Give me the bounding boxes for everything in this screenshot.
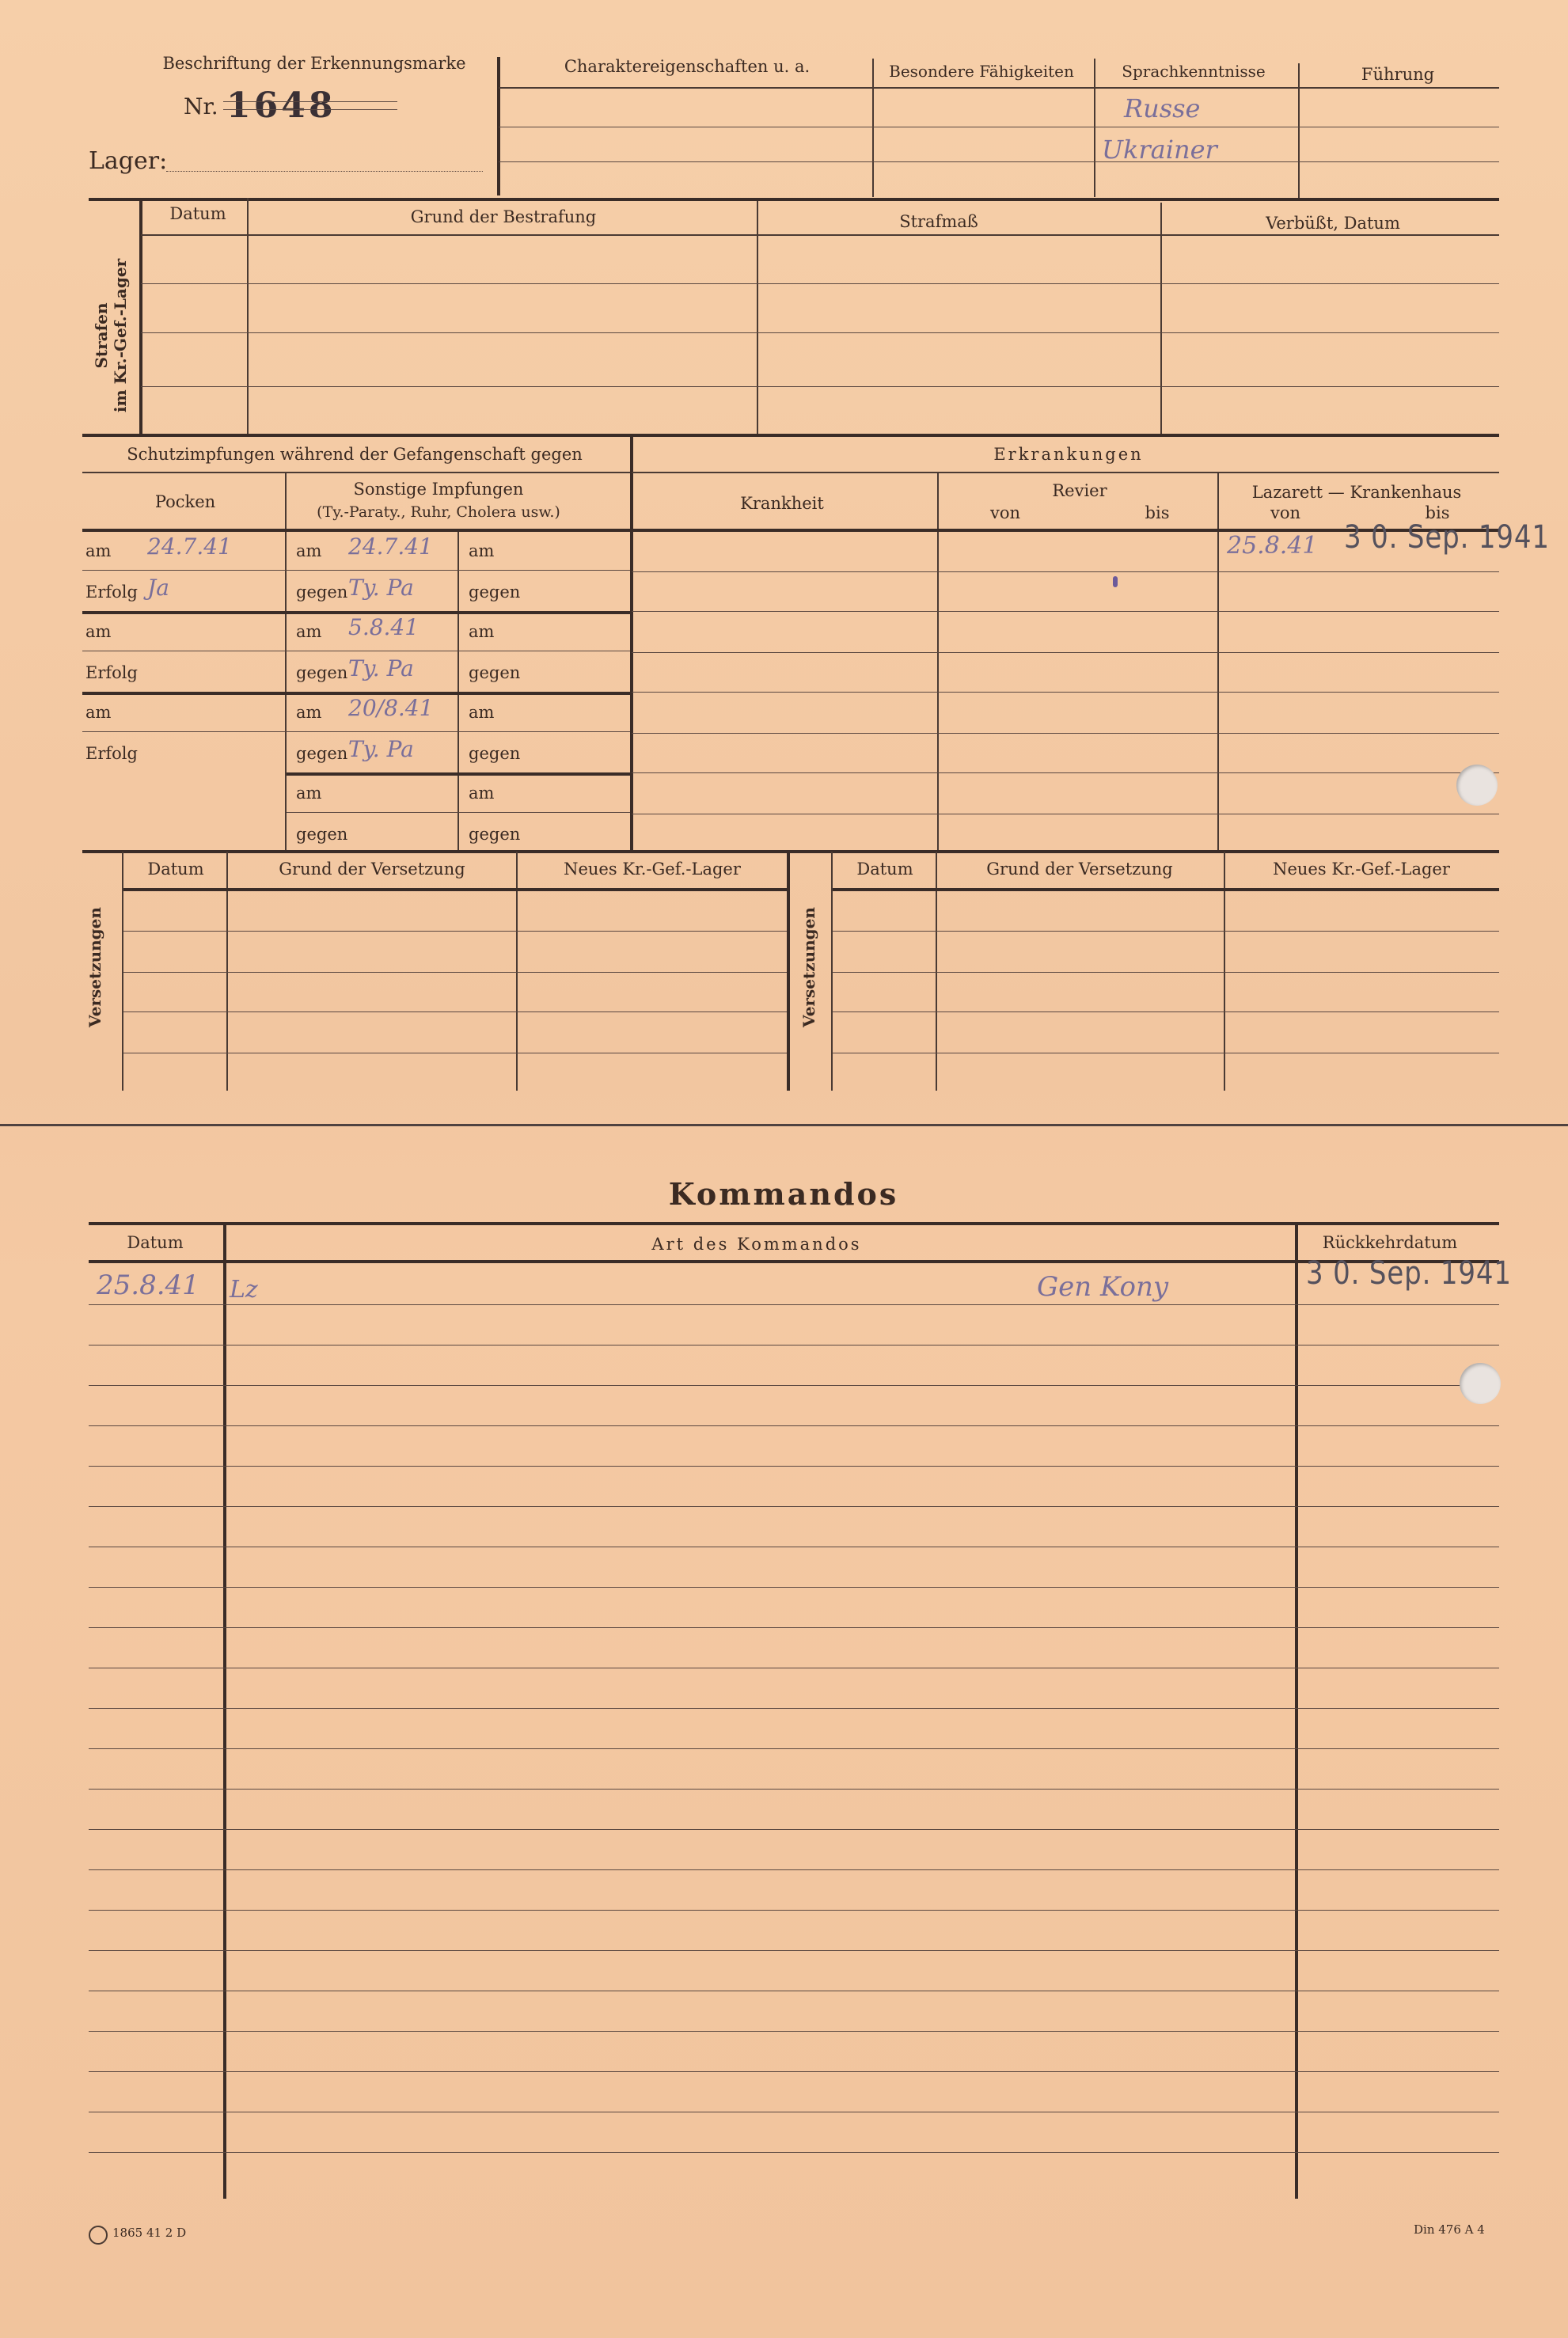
header-row-line [499, 161, 1499, 162]
revier-von: von [989, 503, 1021, 522]
vacc-mid-value: Ty. Pa [348, 575, 414, 601]
vacc-right-label: am [469, 541, 495, 560]
transfer-col-camp: Neues Kr.-Gef.-Lager [564, 860, 741, 879]
transfers-top-line [82, 850, 1499, 853]
rule-line [632, 611, 1499, 612]
header-bottom-line [89, 198, 1499, 201]
vacc-mid-label: am [296, 784, 322, 803]
vacc-mid-value: 20/8.41 [348, 695, 434, 721]
rule-line [89, 1789, 1499, 1790]
transfers-side-label-left: Versetzungen [85, 907, 104, 1027]
nr-label: Nr. [184, 93, 218, 120]
rule-line [632, 652, 1499, 653]
vacc-mid-label: gegen [296, 663, 348, 682]
rule-line [287, 812, 630, 813]
rule-line [89, 1829, 1499, 1830]
kommandos-header-bottom [89, 1260, 1499, 1263]
rule-line [89, 1506, 1499, 1507]
rule-line [89, 1627, 1499, 1628]
transfer-col-datum-2: Datum [856, 860, 913, 879]
vacc-row-line [82, 472, 630, 473]
vacc-left-label: Erfolg [85, 583, 138, 602]
side-label-line: im Kr.-Gef.-Lager [111, 258, 130, 413]
lazarett-bis: bis [1425, 503, 1450, 522]
col-revier: Revier [1052, 481, 1107, 500]
punishment-bottom-line [82, 434, 1499, 437]
header-col-line [872, 59, 874, 197]
footer-left: 1865 41 2 D [112, 2226, 187, 2240]
vacc-right-label: am [469, 784, 495, 803]
rule-line [287, 772, 630, 776]
vacc-left-label: Erfolg [85, 663, 138, 682]
rule-line [89, 1748, 1499, 1749]
vacc-right-label: am [469, 622, 495, 641]
transfer-line [787, 852, 790, 1091]
vacc-right-label: gegen [469, 744, 521, 763]
lager-label: Lager: [89, 147, 168, 175]
lazarett-von: von [1270, 503, 1301, 522]
nr-value: 1648 [226, 85, 336, 126]
kommando-entry-date: 25.8.41 [97, 1270, 199, 1301]
rule-line [89, 1869, 1499, 1870]
header-col-line [1094, 59, 1095, 197]
vacc-mid-label: am [296, 703, 322, 722]
header-col-line [1298, 63, 1300, 198]
fold-line [0, 1124, 1568, 1126]
kommando-col-return: Rückkehrdatum [1322, 1233, 1458, 1252]
col-krankheit: Krankheit [740, 494, 824, 513]
punishment-row-line [141, 386, 1499, 387]
vacc-right-label: gegen [469, 663, 521, 682]
vacc-left-value: Ja [147, 575, 169, 601]
rule-line [82, 692, 287, 695]
transfer-header-bottom [833, 888, 1499, 891]
rule-line [89, 1708, 1499, 1709]
language-entry: Russe [1124, 93, 1201, 123]
vacc-right-label: gegen [469, 583, 521, 602]
transfer-col-reason-2: Grund der Versetzung [986, 860, 1173, 879]
rule-line [89, 1304, 1499, 1305]
kommando-col-line [223, 1224, 226, 2199]
kommando-col-type: Art des Kommandos [651, 1235, 862, 1254]
vacc-mid-label: gegen [296, 744, 348, 763]
rule-line [833, 931, 1499, 932]
vacc-mid-label: am [296, 541, 322, 560]
rule-line [287, 731, 630, 732]
rule-line [632, 733, 1499, 734]
col-conduct: Führung [1361, 65, 1435, 84]
punishment-col-line [1160, 203, 1162, 435]
strike-line [223, 101, 397, 102]
header-row-line [499, 87, 1499, 89]
illnesses-title: Erkrankungen [993, 445, 1144, 464]
punishment-row-line [141, 234, 1499, 236]
return-date-stamp: 3 0. Sep. 1941 [1306, 1255, 1512, 1292]
strike-line [223, 109, 397, 110]
col-abilities: Besondere Fähigkeiten [889, 62, 1074, 81]
punch-hole [1456, 765, 1498, 806]
transfer-col-datum: Datum [147, 860, 204, 879]
rule-line [89, 1385, 1499, 1386]
vacc-left-label: am [85, 541, 112, 560]
rule-line [82, 731, 287, 732]
vacc-left-label: Erfolg [85, 744, 138, 763]
rule-line [89, 1587, 1499, 1588]
rule-line [833, 972, 1499, 973]
rule-line [89, 1950, 1499, 1951]
col-lazarett: Lazarett — Krankenhaus [1251, 483, 1462, 502]
revier-bis: bis [1145, 503, 1170, 522]
side-label-line: Strafen [92, 302, 111, 369]
lager-field[interactable] [166, 171, 483, 172]
rule-line [123, 1011, 787, 1012]
vacc-mid-value: 5.8.41 [348, 614, 420, 640]
punishment-row-line [141, 283, 1499, 284]
punishment-col-line [247, 198, 249, 435]
kommando-col-datum: Datum [127, 1233, 184, 1252]
kommando-col-line [1295, 1224, 1298, 2199]
transfer-col-reason: Grund der Versetzung [279, 860, 465, 879]
rule-line [89, 1910, 1499, 1911]
vacc-left-value: 24.7.41 [147, 533, 232, 560]
vacc-mid-value: 24.7.41 [348, 533, 433, 560]
other-vacc-title: Sonstige Impfungen [353, 480, 524, 499]
kommandos-top-line [89, 1222, 1499, 1225]
kommandos-title: Kommandos [668, 1176, 899, 1212]
vacc-left-label: am [85, 703, 112, 722]
punishment-row-line [141, 332, 1499, 333]
date-stamp: 3 0. Sep. 1941 [1344, 519, 1550, 556]
vacc-mid-label: gegen [296, 825, 348, 844]
rule-line [89, 2152, 1499, 2153]
vacc-mid-label: gegen [296, 583, 348, 602]
transfers-side-label-right: Versetzungen [799, 907, 818, 1027]
vaccinations-title: Schutzimpfungen während der Gefangenschaft gegen [127, 445, 583, 464]
rule-line [82, 611, 287, 614]
rule-line [123, 931, 787, 932]
footer-seal-icon [89, 2226, 108, 2245]
col-languages: Sprachkenntnisse [1122, 62, 1266, 81]
col-served: Verbüßt, Datum [1266, 214, 1400, 233]
rule-line [632, 571, 1499, 572]
rule-line [287, 611, 630, 614]
kommando-entry-text: Lz [230, 1276, 258, 1304]
rule-line [287, 570, 630, 571]
vacc-header-bottom [82, 529, 630, 532]
rule-line [287, 692, 630, 695]
transfer-header-bottom [123, 888, 787, 891]
punishments-side-label [92, 249, 130, 423]
rule-line [632, 772, 1499, 773]
punishment-border [139, 198, 142, 435]
rule-line [82, 570, 287, 571]
col-datum: Datum [169, 204, 226, 223]
vacc-mid-value: Ty. Pa [348, 736, 414, 762]
other-vacc-subtitle: (Ty.-Paraty., Ruhr, Cholera usw.) [317, 503, 560, 521]
rule-line [89, 2071, 1499, 2072]
pocken-label: Pocken [154, 492, 216, 511]
vacc-right-label: gegen [469, 825, 521, 844]
footer-right: Din 476 A 4 [1414, 2222, 1485, 2237]
vacc-right-label: am [469, 703, 495, 722]
lazarett-entry: 25.8.41 [1227, 532, 1318, 560]
rule-line [89, 1425, 1499, 1426]
vacc-mid-value: Ty. Pa [348, 655, 414, 681]
rule-line [632, 692, 1499, 693]
language-entry: Ukrainer [1102, 135, 1217, 165]
ink-mark [1113, 576, 1118, 587]
rule-line [833, 1011, 1499, 1012]
col-reason: Grund der Bestrafung [410, 207, 597, 226]
vacc-col-line [457, 530, 459, 850]
kommando-entry-text: Gen Kony [1037, 1271, 1169, 1303]
col-character: Charaktereigenschaften u. a. [564, 57, 811, 76]
illness-row-line [632, 472, 1499, 473]
transfer-col-camp-2: Neues Kr.-Gef.-Lager [1273, 860, 1450, 879]
rule-line [89, 2031, 1499, 2032]
rule-line [89, 1466, 1499, 1467]
id-mark-label: Beschriftung der Erkennungsmarke [162, 54, 466, 73]
vacc-left-label: am [85, 622, 112, 641]
punishment-col-line [757, 201, 758, 435]
punch-hole [1460, 1363, 1501, 1404]
rule-line [123, 972, 787, 973]
col-penalty: Strafmaß [899, 212, 978, 231]
vacc-illness-divider [630, 435, 633, 852]
vacc-mid-label: am [296, 622, 322, 641]
